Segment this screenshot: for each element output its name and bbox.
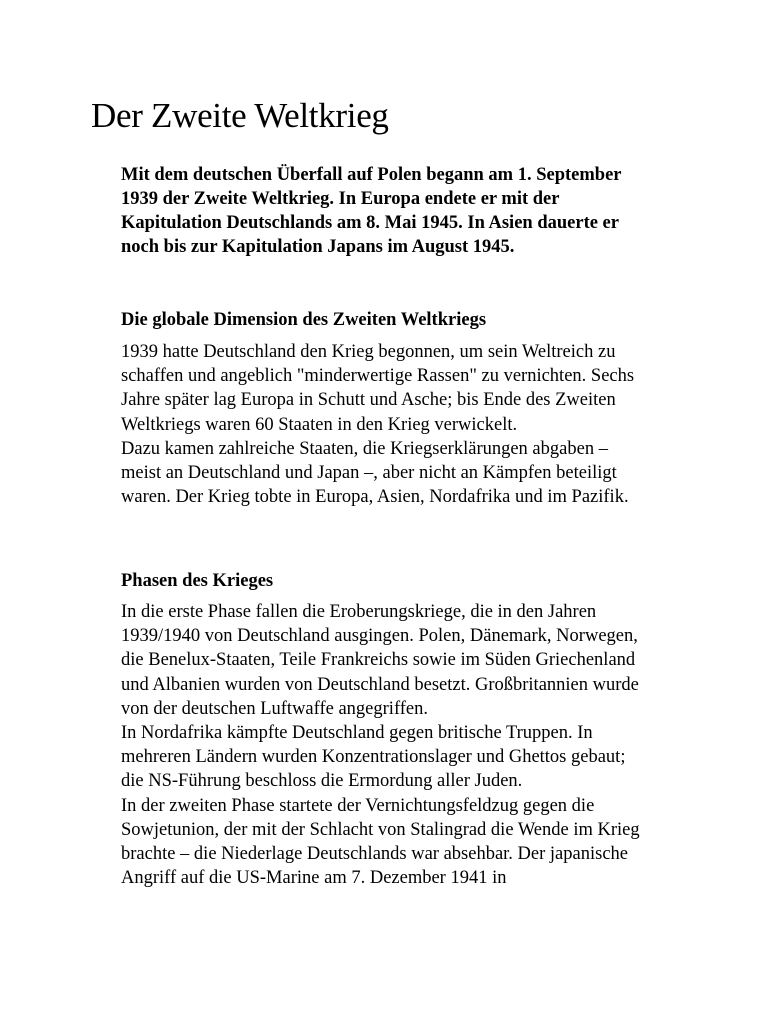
paragraph: In Nordafrika kämpfte Deutschland gegen britische Truppen. In mehreren Ländern wurden Konzentrationslager und Ghettos gebaut; die NS-Führung beschloss die Ermordung aller Juden. [121,723,626,792]
paragraph: In die erste Phase fallen die Eroberungskriege, die in den Jahren 1939/1940 von Deutschland ausgingen. Polen, Dänemark, Norwegen, die Benelux-Staaten, Teile Frankreichs sowie im Süden Griechenland und Albanien wurden von Deutschland besetzt. Großbritannien wurde von der deutschen Luftwaffe angegriffen. [121,602,639,719]
section-body-global-dimension [121,340,651,509]
section-body-war-phases [121,600,651,890]
section-heading-global-dimension: Die globale Dimension des Zweiten Weltkriegs [121,310,487,330]
section-heading-war-phases: Phasen des Krieges [121,571,274,591]
intro-paragraph: Mit dem deutschen Überfall auf Polen begann am 1. September 1939 der Zweite Weltkrieg. In Europa endete er mit der Kapitulation Deutschlands am 8. Mai 1945. In Asien dauerte er noch bis zur Kapitulation Japans im August 1945. [121,165,622,257]
paragraph: Dazu kamen zahlreiche Staaten, die Kriegserklärungen abgaben – meist an Deutschland und Japan –, aber nicht an Kämpfen beteiligt waren. Der Krieg tobte in Europa, Asien, Nordafrika und im Pazifik. [121,438,629,508]
paragraph: In der zweiten Phase startete der Vernichtungsfeldzug gegen die Sowjetunion, der mit der Schlacht von Stalingrad die Wende im Krieg brachte – die Niederlage Deutschlands war absehbar. Der japanische Angriff auf die US-Marine am 7. Dezember 1941 in [121,795,640,889]
paragraph: 1939 hatte Deutschland den Krieg begonnen, um sein Weltreich zu schaffen und angeblich "minderwertige Rassen" zu vernichten. Sechs Jahre später lag Europa in Schutt und Asche; bis Ende des Zweiten Weltkriegs waren 60 Staaten in den Krieg verwickelt. [121,342,635,435]
document-title: Der Zweite Weltkrieg [91,96,389,135]
